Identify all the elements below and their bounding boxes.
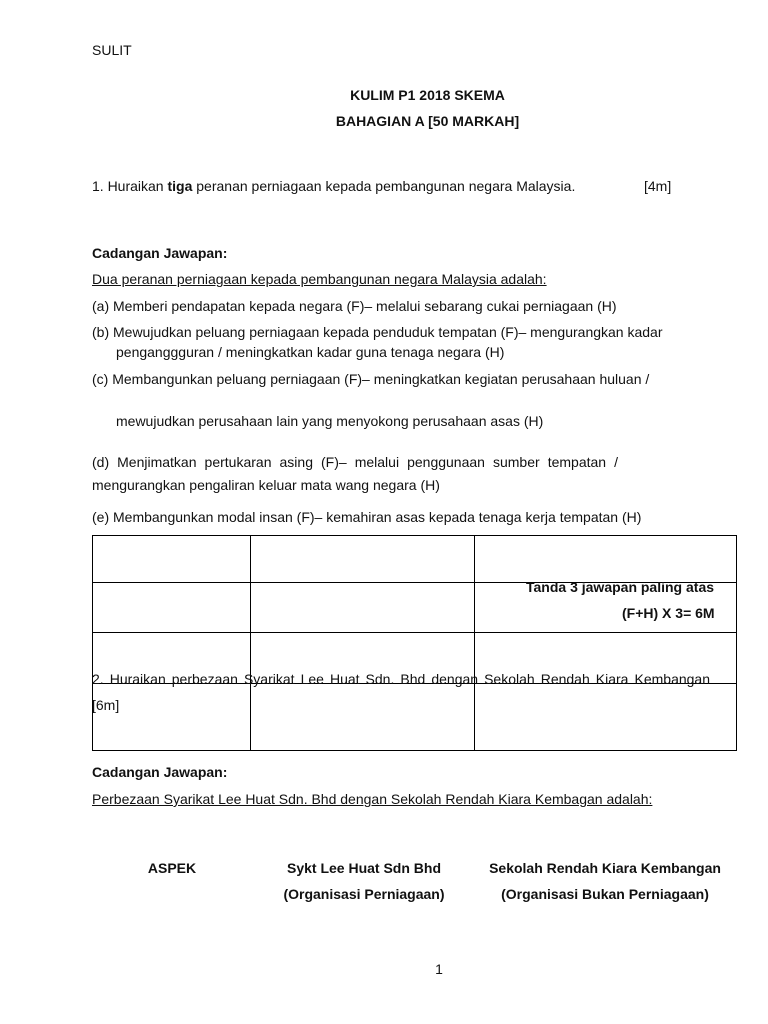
q1-answer-heading: Cadangan Jawapan:	[92, 245, 228, 261]
q1-item-d-line1: (d) Menjimatkan pertukaran asing (F)– melalui penggunaan sumber tempatan /	[92, 454, 618, 470]
q1-item-c-line1: (c) Membangunkan peluang perniagaan (F)– meningkatkan kegiatan perusahaan huluan /	[92, 371, 650, 387]
q1-question-rest: peranan perniagaan kepada pembangunan negara Malaysia.	[192, 178, 576, 194]
q1-question-prefix: 1. Huraikan	[92, 178, 168, 194]
q1-item-a: (a) Memberi pendapatan kepada negara (F)– melalui sebarang cukai perniagaan (H)	[92, 298, 617, 314]
q1-item-b-line2: penganggguran / meningkatkan kadar guna tenaga negara (H)	[116, 344, 505, 360]
q2-answer-intro: Perbezaan Syarikat Lee Huat Sdn. Bhd dengan Sekolah Rendah Kiara Kembagan adalah:	[92, 791, 653, 807]
answer-table-grid	[92, 535, 737, 751]
q2-col-aspek: ASPEK	[147, 860, 197, 876]
document-title: KULIM P1 2018 SKEMA	[350, 87, 505, 103]
q1-marking-formula: (F+H) X 3= 6M	[622, 605, 715, 621]
section-title: BAHAGIAN A [50 MARKAH]	[335, 113, 520, 129]
q1-answer-intro: Dua peranan perniagaan kepada pembangunan negara Malaysia adalah:	[92, 271, 547, 287]
q2-col-school-name: Sekolah Rendah Kiara Kembangan	[489, 860, 721, 876]
q1-marks: [4m]	[644, 178, 672, 194]
q2-col-business-type: (Organisasi Perniagaan)	[283, 886, 445, 902]
q1-item-e: (e) Membangunkan modal insan (F)– kemahiran asas kepada tenaga kerja tempatan (H)	[92, 509, 642, 525]
q2-col-school-type: (Organisasi Bukan Perniagaan)	[501, 886, 709, 902]
q2-answer-heading: Cadangan Jawapan:	[92, 764, 228, 780]
page-number: 1	[435, 961, 443, 977]
sulit-label: SULIT	[92, 42, 132, 58]
q2-question: 2. Huraikan perbezaan Syarikat Lee Huat Sdn. Bhd dengan Sekolah Rendah Kiara Kembangan	[92, 671, 710, 687]
q1-item-d-line2: mengurangkan pengaliran keluar mata wang negara (H)	[92, 477, 440, 493]
q1-item-b-line1: (b) Mewujudkan peluang perniagaan kepada penduduk tempatan (F)– mengurangkan kadar	[92, 324, 663, 340]
q1-question	[92, 178, 575, 194]
q1-item-c-line2: mewujudkan perusahaan lain yang menyokong perusahaan asas (H)	[116, 413, 544, 429]
q1-question-emphasis: tiga	[167, 178, 193, 194]
q1-marking-note: Tanda 3 jawapan paling atas	[526, 579, 715, 595]
q2-marks: [6m]	[92, 697, 120, 713]
q2-col-business-name: Sykt Lee Huat Sdn Bhd	[286, 860, 442, 876]
